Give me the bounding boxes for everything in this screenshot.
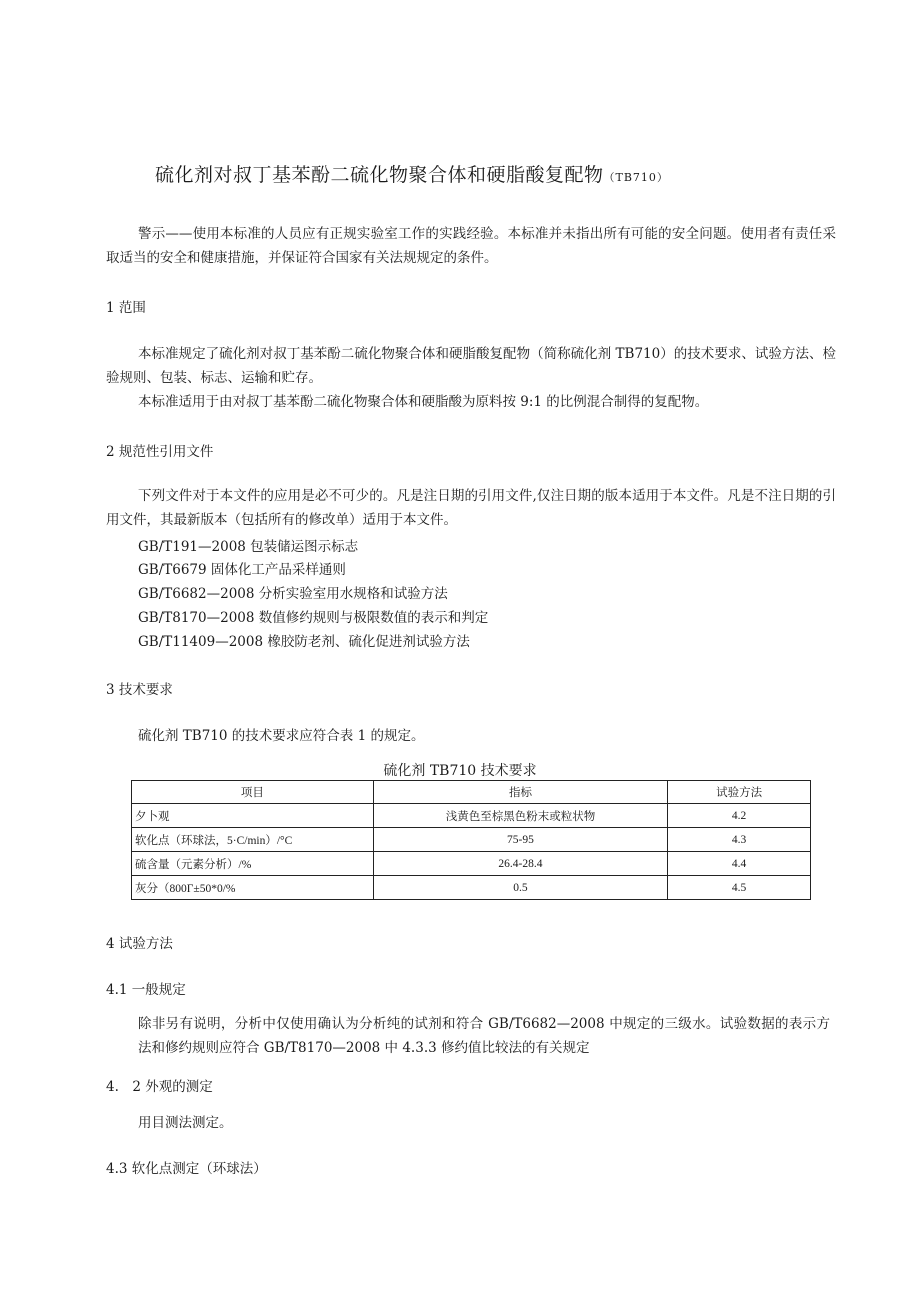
section-2-heading: 2 规范性引用文件: [106, 444, 214, 460]
refs-intro-paragraph: 下列文件对于本文件的应用是必不可少的。凡是注日期的引用文件,仅注日期的版本适用于本文件。凡是不注日期的引用文件，其最新版本（包括所有的修改单）适用于本文件。: [106, 488, 836, 528]
section-4-heading: 4 试验方法: [106, 936, 173, 952]
table-cell-item: 夕卜观: [132, 804, 374, 828]
ref-item: GB/T6682—2008 分析实验室用水规格和试验方法: [138, 586, 448, 602]
table-row: [132, 804, 811, 828]
ref-item: GB/T11409—2008 橡胶防老剂、硫化促进剂试验方法: [138, 634, 470, 650]
ref-item: GB/T6679 固体化工产品采样通则: [138, 562, 346, 578]
section-3-heading: 3 技术要求: [106, 682, 173, 698]
ref-item: GB/T191—2008 包装储运图示标志: [138, 539, 359, 555]
table-cell-item: 硫含量（元素分析）/%: [132, 852, 374, 876]
table-header-cell: 试验方法: [668, 781, 811, 804]
table-header-row: [132, 781, 811, 804]
table-row: [132, 876, 811, 900]
table-caption: 硫化剂 TB710 技术要求: [383, 763, 537, 779]
title-code: （TB710）: [603, 171, 669, 184]
table-cell-value: 75-95: [373, 828, 668, 852]
document-title: [155, 160, 855, 187]
tech-requirements-table: [131, 780, 811, 900]
section-4-2-heading: 4. 2 外观的测定: [106, 1079, 213, 1095]
tech-paragraph: 硫化剂 TB710 的技术要求应符合表 1 的规定。: [138, 728, 425, 744]
section-4-1-heading: 4.1 一般规定: [106, 982, 186, 998]
table-cell-value: 浅黄色至棕黑色粉末或粒状物: [373, 804, 668, 828]
ref-item: GB/T8170—2008 数值修约规则与极限数值的表示和判定: [138, 610, 489, 626]
table-cell-item: 灰分（800Γ±50*0/%: [132, 876, 374, 900]
table-cell-method: 4.4: [668, 852, 811, 876]
table-cell-item: 软化点（环球法，5·C/min）/°C: [132, 828, 374, 852]
section-4-3-heading: 4.3 软化点测定（环球法）: [106, 1161, 267, 1177]
section-4-1-paragraph: 除非另有说明，分析中仅使用确认为分析纯的试剂和符合 GB/T6682—2008 中规定的三级水。试验数据的表示方法和修约规则应符合 GB/T8170—2008 中 4.3.3 修约值比较法的有关规定: [138, 1016, 830, 1056]
table-header-cell: 项目: [132, 781, 374, 804]
section-1-heading: 1 范围: [106, 300, 146, 316]
table-row: [132, 852, 811, 876]
scope-paragraph-2: 本标准适用于由对叔丁基苯酚二硫化物聚合体和硬脂酸为原料按 9:1 的比例混合制得的复配物。: [138, 394, 709, 410]
table-cell-method: 4.2: [668, 804, 811, 828]
table-cell-value: 0.5: [373, 876, 668, 900]
title-text: 硫化剂对叔丁基苯酚二硫化物聚合体和硬脂酸复配物: [155, 164, 604, 186]
table-cell-method: 4.5: [668, 876, 811, 900]
section-4-2-paragraph: 用目测法测定。: [138, 1115, 233, 1131]
table-row: [132, 828, 811, 852]
warning-paragraph: 警示——使用本标准的人员应有正规实验室工作的实践经验。本标准并未指出所有可能的安全问题。使用者有责任采取适当的安全和健康措施，并保证符合国家有关法规规定的条件。: [106, 226, 836, 266]
table-cell-method: 4.3: [668, 828, 811, 852]
table-header-cell: 指标: [373, 781, 668, 804]
table-cell-value: 26.4-28.4: [373, 852, 668, 876]
scope-paragraph-1: 本标准规定了硫化剂对叔丁基苯酚二硫化物聚合体和硬脂酸复配物（简称硫化剂 TB710）的技术要求、试验方法、检验规则、包装、标志、运输和贮存。: [106, 346, 836, 386]
